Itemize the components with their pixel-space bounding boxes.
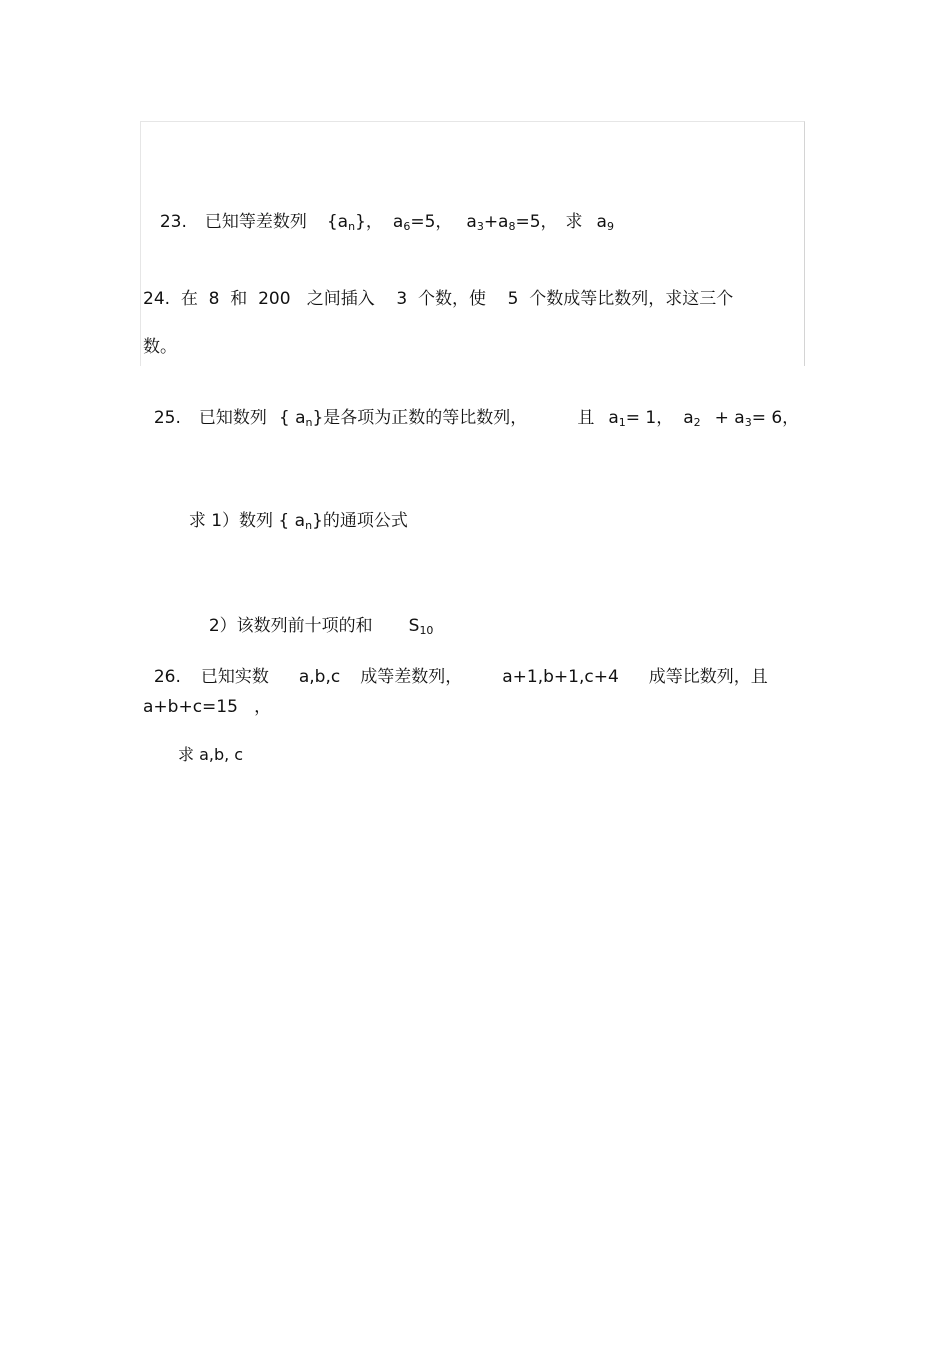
question-23: [149, 189, 614, 238]
question-25: [143, 385, 799, 434]
q25-a1: a: [608, 408, 619, 428]
q25-part1-sub: n: [305, 519, 313, 532]
q23-text: 已知等差数列: [204, 212, 307, 232]
q26-abc2: a+1,b+1,c+4: [502, 667, 619, 687]
q25-text: 已知数列: [198, 408, 267, 428]
q26-text1: 已知实数: [200, 667, 269, 687]
q26-number: 26.: [153, 667, 181, 687]
q23-find: 求: [565, 212, 583, 232]
q25-seq-close: }是各项为正数的等比数列，: [312, 408, 528, 428]
question-26-line2: a+b+c=15 ，: [143, 697, 272, 717]
q23-a6-value: =5，: [410, 212, 453, 232]
q25-a3-eq: = 6，: [751, 408, 800, 428]
q25-a1-eq: = 1，: [625, 408, 674, 428]
question-25-part1: [178, 488, 408, 537]
question-26-line3: 求 a,b, c: [178, 745, 244, 764]
q23-seq-close: }，: [355, 212, 383, 232]
question-24-line2: 数。: [143, 337, 177, 357]
q23-plus-a8: +a: [483, 212, 509, 232]
q23-a6-sub: 6: [403, 220, 411, 233]
q23-seq: {a: [326, 212, 349, 232]
q26-text3: 成等比数列，且: [648, 667, 768, 687]
q23-a9: a: [596, 212, 607, 232]
question-26: [143, 644, 768, 688]
q25-plus-a3: + a: [714, 408, 745, 428]
q23-number: 23.: [159, 212, 187, 232]
q25-part2-s: S: [408, 616, 420, 636]
question-25-part2: [198, 593, 433, 642]
q25-a3-sub: 3: [744, 416, 752, 429]
q25-part1-rest: }的通项公式: [312, 511, 408, 531]
q25-a2-sub: 2: [693, 416, 701, 429]
q23-a3: a: [466, 212, 477, 232]
q25-part1-text: 求 1）数列 { a: [188, 511, 306, 531]
q25-a2: a: [683, 408, 694, 428]
question-24-line1: 24. 在 8 和 200 之间插入 3 个数，使 5 个数成等比数列，求这三个: [143, 289, 734, 309]
q23-a9-sub: 9: [606, 220, 614, 233]
q25-number: 25.: [153, 408, 181, 428]
q25-part2-sub: 10: [419, 624, 434, 637]
q26-text2: 成等差数列，: [360, 667, 463, 687]
q25-and: 且: [577, 408, 595, 428]
q23-a3-sub: 3: [476, 220, 484, 233]
q23-a6: a: [392, 212, 404, 232]
q26-abc: a,b,c: [298, 667, 341, 687]
q25-part2-text: 2）该数列前十项的和: [208, 616, 373, 636]
q25-a1-sub: 1: [618, 416, 626, 429]
q23-a8-sub: 8: [508, 220, 516, 233]
q23-seq-sub: n: [348, 220, 356, 233]
q25-seq-sub: n: [305, 416, 313, 429]
question-frame: [140, 121, 805, 366]
q23-a8-value: =5，: [515, 212, 558, 232]
q25-seq: { a: [278, 408, 306, 428]
